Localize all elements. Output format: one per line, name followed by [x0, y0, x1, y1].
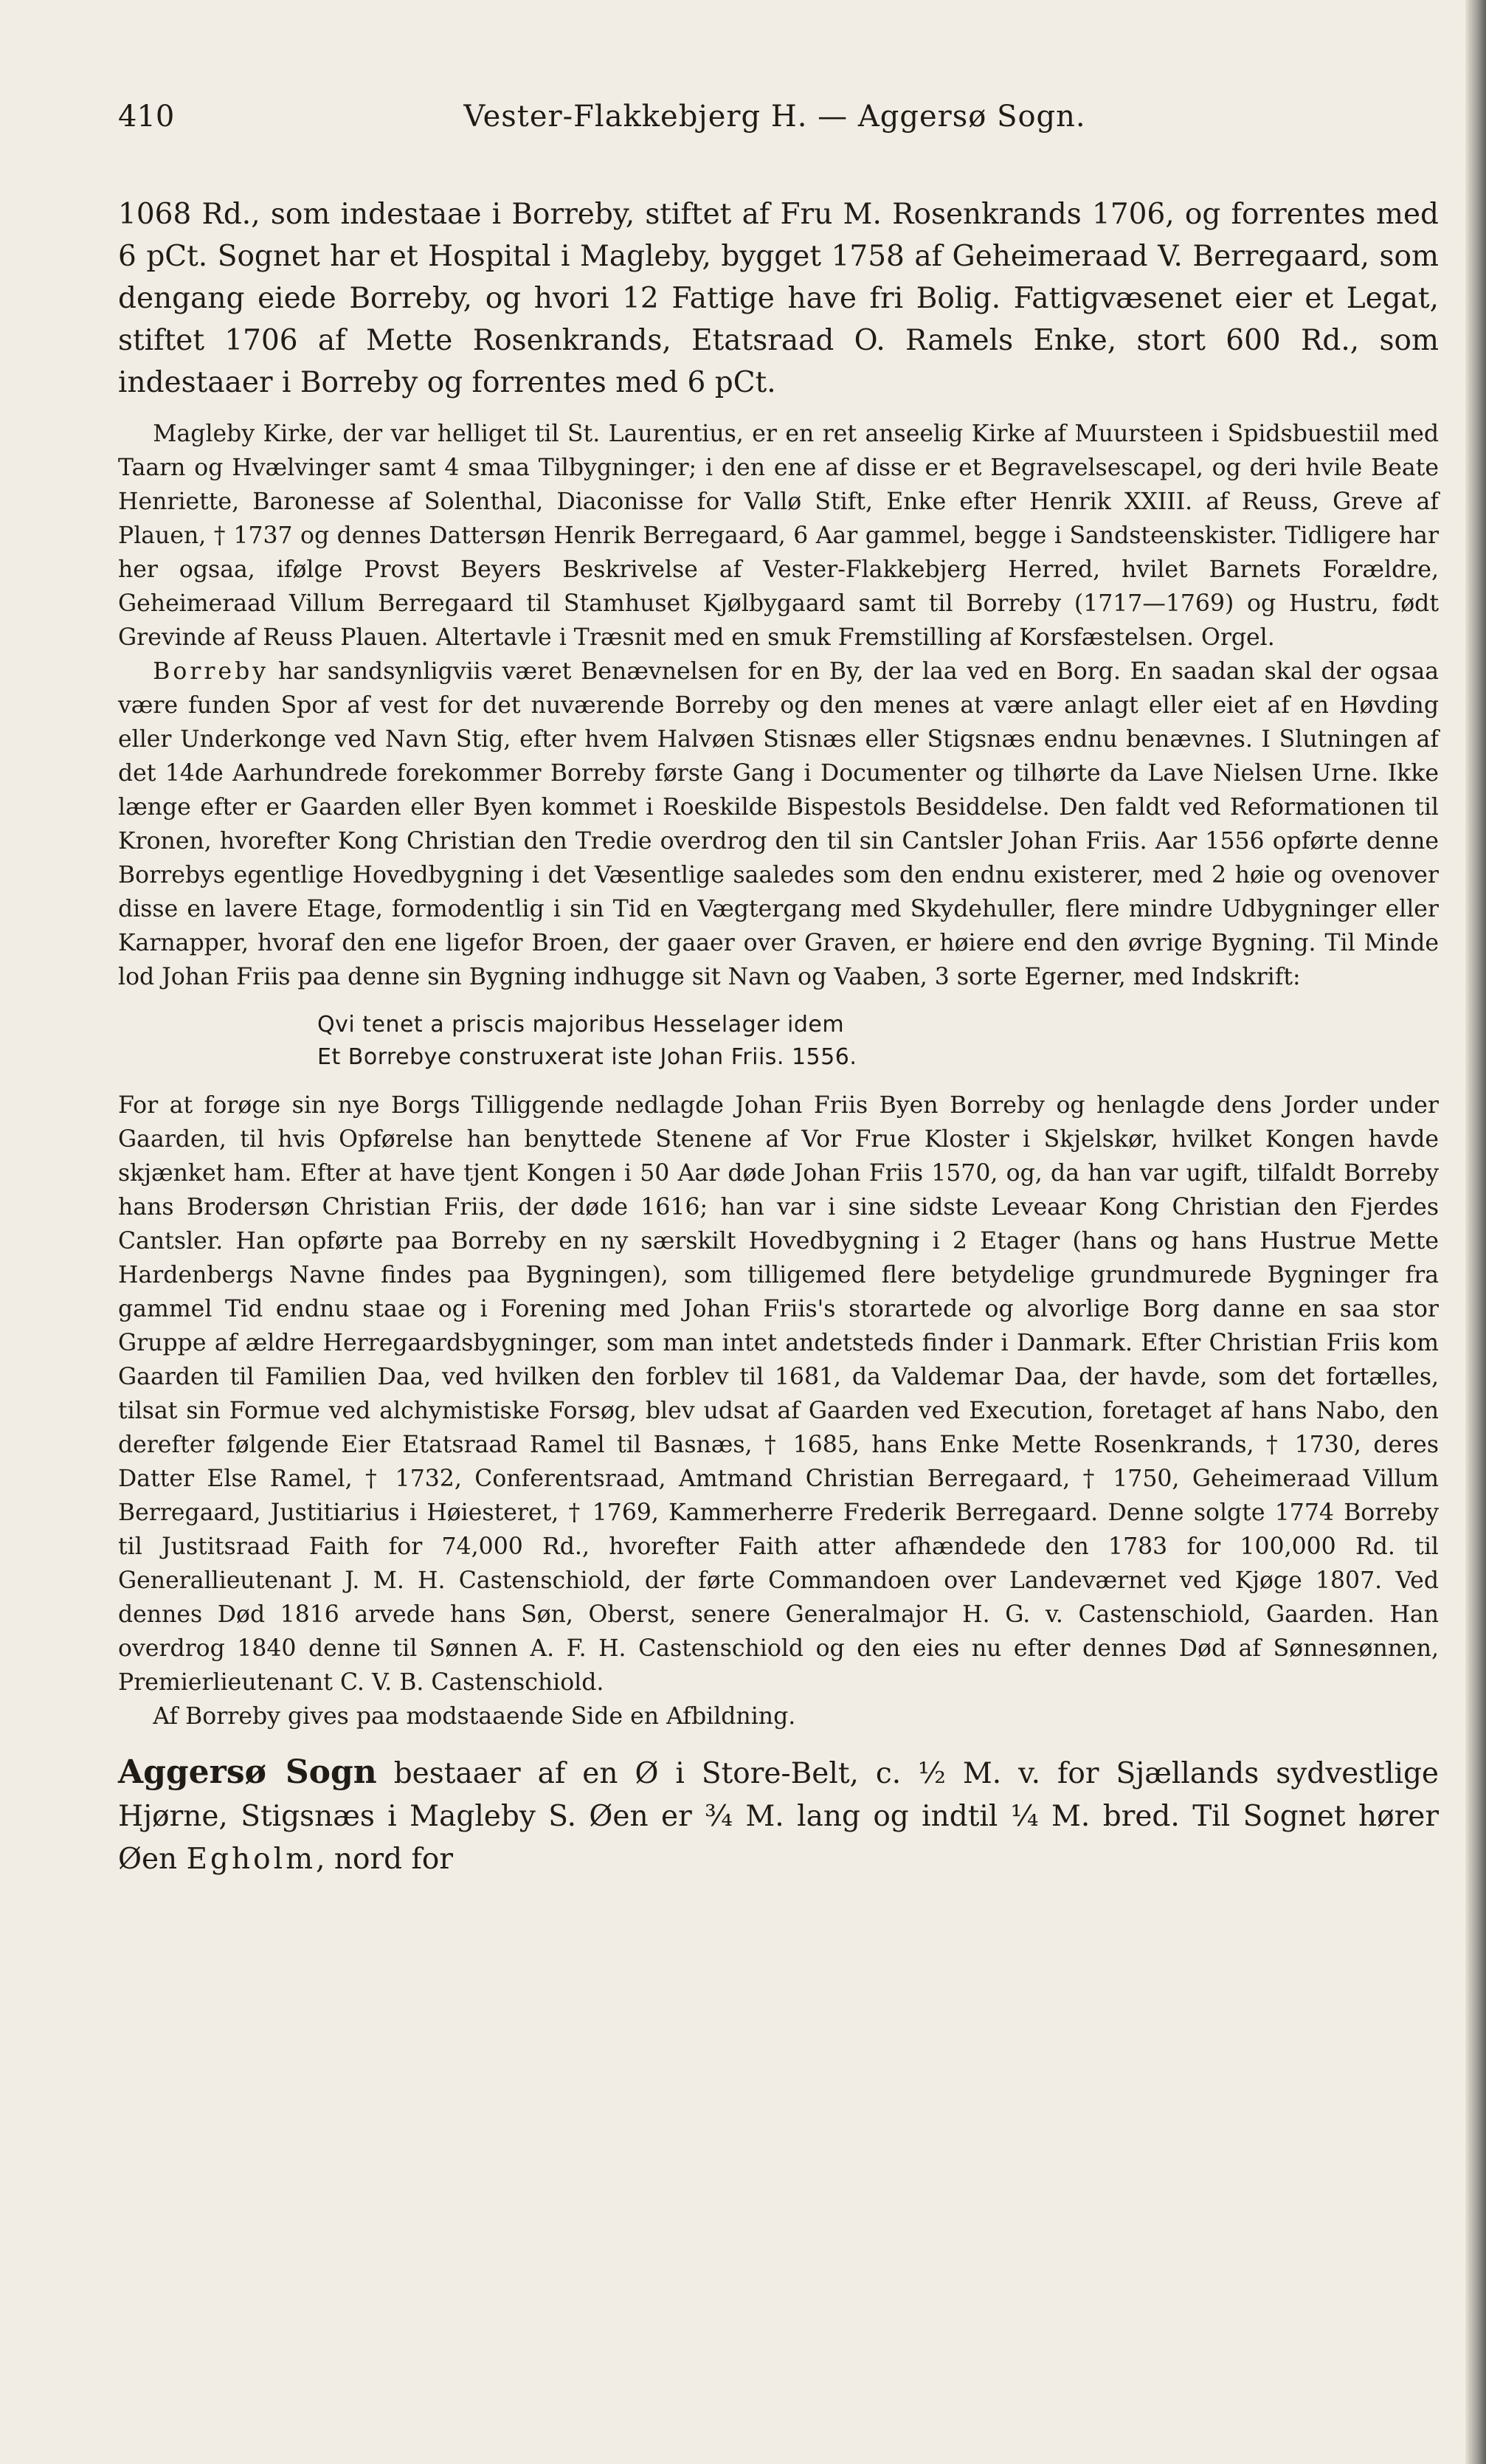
inscription-line-1: Qvi tenet a priscis majoribus Hesselager idem: [317, 1012, 845, 1038]
paragraph-history: For at forøge sin nye Borgs Tilliggende nedlagde Johan Friis Byen Borreby og henlagde dens Jorder under Gaarden, til hvis Opførelse han benyttede Stenene af Vor Frue Kloster i Skjelskør, hvilket Kongen havde skjænket ham. Efter at have tjent Kongen i 50 Aar døde Johan Friis 1570, og, da han var ugift, tilfaldt Borreby hans Brodersøn Christian Friis, der døde 1616; han var i sine sidste Leveaar Kong Christian den Fjerdes Cantsler. Han opførte paa Borreby en ny særskilt Hovedbygning i 2 Etager (hans og hans Hustrue Mette Hardenbergs Navne findes paa Bygningen), som tilligemed flere betydelige grundmurede Bygninger fra gammel Tid endnu staae og i Forening med Johan Friis's storartede og alvorlige Borg danne en saa stor Gruppe af ældre Herregaardsbygninger, som man intet andetsteds finder i Danmark. Efter Christian Friis kom Gaarden til Familien Daa, ved hvilken den forblev til 1681, da Valdemar Daa, der havde, som det fortælles, tilsat sin Formue ved alchymistiske Forsøg, blev udsat af Gaarden ved Execution, foretaget af hans Nabo, den derefter følgende Eier Etatsraad Ramel til Basnæs, † 1685, hans Enke Mette Rosenkrands, † 1730, deres Datter Else Ramel, † 1732, Conferentsraad, Amtmand Christian Berregaard, † 1750, Geheimeraad Villum Berregaard, Justitiarius i Høiesteret, † 1769, Kammerherre Frederik Berregaard. Denne solgte 1774 Borreby til Justitsraad Faith for 74,000 Rd., hvorefter Faith atter afhændede den 1783 for 100,000 Rd. til Generallieutenant J. M. H. Castenschiold, der førte Commandoen over Landeværnet ved Kjøge 1807. Ved dennes Død 1816 arvede hans Søn, Oberst, senere Generalmajor H. G. v. Castenschiold, Gaarden. Han overdrog 1840 denne til Sønnen A. F. H. Castenschiold og den eies nu efter dennes Død af Sønnesønnen, Premierlieutenant C. V. B. Castenschiold.: [118, 1092, 1439, 1696]
page-binding-edge: [1465, 0, 1486, 2464]
paragraph-illustration-note: Af Borreby gives paa modstaaende Side en Afbildning.: [153, 1703, 796, 1730]
running-header: [118, 94, 1431, 139]
paragraph-aggerso-sogn: [118, 1751, 1439, 1881]
borreby-text: har sandsynligviis været Benævnelsen for en By, der laa ved en Borg. En saadan skal der ogsaa være funden Spor af vest for det nuværende Borreby og den menes at være anlagt eller eiet af en Høvding eller Underkonge ved Navn Stig, efter hvem Halvøen Stisnæs eller Stigsnæs endnu benævnes. I Slutningen af det 14de Aarhundrede forekommer Borreby første Gang i Documenter og tilhørte da Lave Nielsen Urne. Ikke længe efter er Gaarden eller Byen kommet i Roeskilde Bispestols Besiddelse. Den faldt ved Reformationen til Kronen, hvorefter Kong Christian den Tredie overdrog den til sin Cantsler Johan Friis. Aar 1556 opførte denne Borrebys egentlige Hovedbygning i det Væsentlige saaledes som den endnu existerer, med 2 høie og ovenover disse en lavere Etage, formodentlig i sin Tid en Vægtergang med Skydehuller, flere mindre Udbygninger eller Karnapper, hvoraf den ene ligefor Broen, der gaaer over Graven, er høiere end den øvrige Bygning. Til Minde lod Johan Friis paa denne sin Bygning indhugge sit Navn og Vaaben, 3 sorte Egerner, med Indskrift:: [118, 658, 1439, 990]
latin-inscription: [118, 1009, 1439, 1074]
borreby-lead-word: Borreby: [153, 658, 269, 685]
section-heading-aggerso: Aggersø Sogn: [118, 1753, 377, 1791]
aggerso-text-b: , nord for: [316, 1843, 454, 1876]
body-text: [118, 193, 1439, 1881]
aggerso-text-a: bestaaer af en Ø i Store-Belt, c. ½ M. v. for Sjællands sydvestlige Hjørne, Stigsnæs i Magleby S. Øen er ¾ M. lang og indtil ¼ M. bred. Til Sognet hører Øen: [118, 1757, 1440, 1876]
paragraph-borreby: [118, 655, 1439, 994]
paragraph-legat: 1068 Rd., som indestaae i Borreby, stiftet af Fru M. Rosenkrands 1706, og forrentes med 6 pCt. Sognet har et Hospital i Magleby, bygget 1758 af Geheimeraad V. Berregaard, som dengang eiede Borreby, og hvori 12 Fattige have fri Bolig. Fattigvæsenet eier et Legat, stiftet 1706 af Mette Rosenkrands, Etatsraad O. Ramels Enke, stort 600 Rd., som indestaaer i Borreby og forrentes med 6 pCt.: [118, 198, 1439, 399]
running-title: Vester-Flakkebjerg H. — Aggersø Sogn.: [463, 100, 1086, 134]
egholm-name: Egholm: [186, 1843, 317, 1876]
paragraph-magleby-kirke: Magleby Kirke, der var helliget til St. Laurentius, er en ret anseelig Kirke af Muursteen i Spidsbuestiil med Taarn og Hvælvinger samt 4 smaa Tilbygninger; i den ene af disse er et Begravelsescapel, og deri hvile Beate Henriette, Baronesse af Solenthal, Diaconisse for Vallø Stift, Enke efter Henrik XXIII. af Reuss, Greve af Plauen, † 1737 og dennes Dattersøn Henrik Berregaard, 6 Aar gammel, begge i Sandsteenskister. Tidligere har her ogsaa, ifølge Provst Beyers Beskrivelse af Vester-Flakkebjerg Herred, hvilet Barnets Forældre, Geheimeraad Villum Berregaard til Stamhuset Kjølbygaard samt til Borreby (1717—1769) og Hustru, født Grevinde af Reuss Plauen. Altertavle i Træsnit med en smuk Fremstilling af Korsfæstelsen. Orgel.: [118, 421, 1439, 651]
page-number: 410: [118, 100, 175, 134]
inscription-line-2: Et Borrebye construxerat iste Johan Friis. 1556.: [317, 1044, 857, 1070]
